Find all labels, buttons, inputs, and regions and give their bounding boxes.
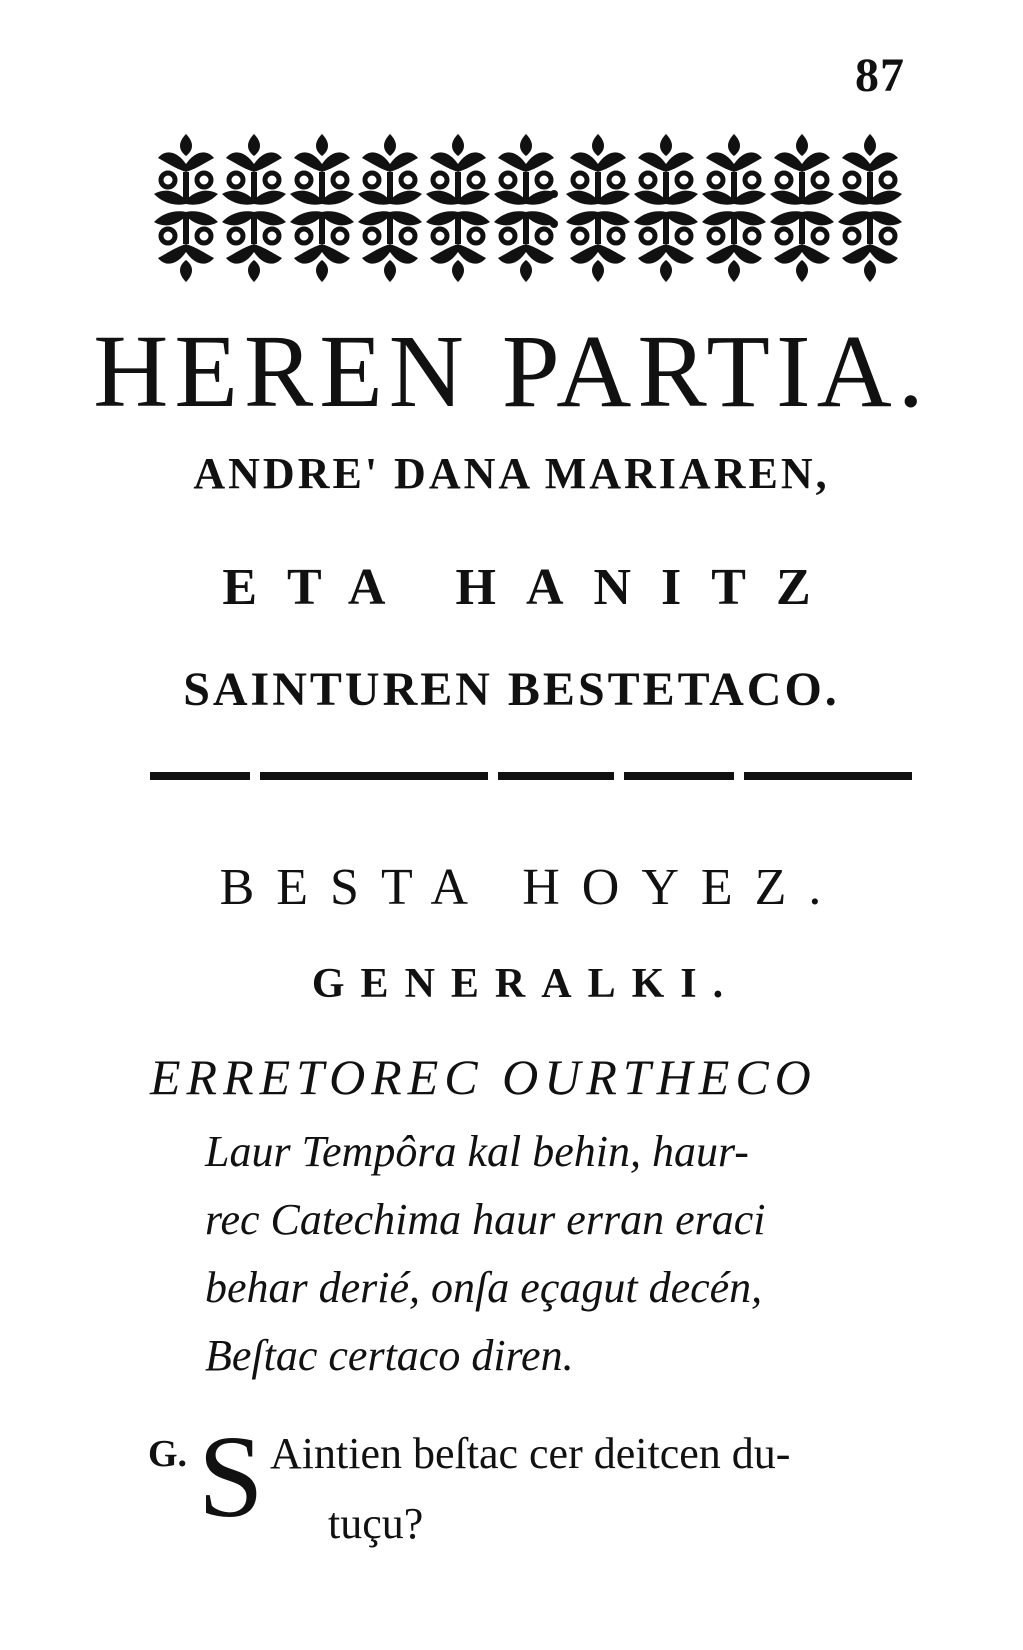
question-line-2: tuçu?: [328, 1499, 424, 1548]
section-divider-rule: [150, 772, 912, 780]
ornament-row-bottom: [154, 211, 902, 282]
section-subtitle: GENERALKI.: [311, 961, 740, 1007]
question-line-1: Aintien beſtac cer deitcen du-: [270, 1429, 791, 1478]
question-label: G.: [148, 1433, 188, 1475]
ornament-row-top: [154, 134, 902, 205]
italic-line: Laur Tempôra kal behin, haur-: [205, 1127, 749, 1176]
subtitle-line-3: SAINTUREN BESTETACO.: [183, 663, 840, 716]
italic-passage-head: ERRETOREC OURTHECO: [150, 1049, 817, 1105]
decorative-ornament-band: [148, 128, 910, 288]
italic-passage-body: [205, 1118, 920, 1390]
subtitle-line-1: ANDRE' DANA MARIAREN,: [193, 449, 830, 498]
page-number: 87: [855, 49, 905, 102]
italic-line: behar derié, onſa eçagut decén,: [205, 1263, 763, 1312]
italic-line: Beſtac certaco diren.: [205, 1331, 574, 1380]
main-title: HEREN PARTIA.: [93, 314, 930, 429]
section-title: BESTA HOYEZ.: [219, 859, 844, 916]
italic-line: rec Catechima haur erran eraci: [205, 1195, 766, 1244]
subtitle-line-2: ETA HANITZ: [222, 559, 841, 616]
drop-cap: S: [198, 1411, 264, 1542]
